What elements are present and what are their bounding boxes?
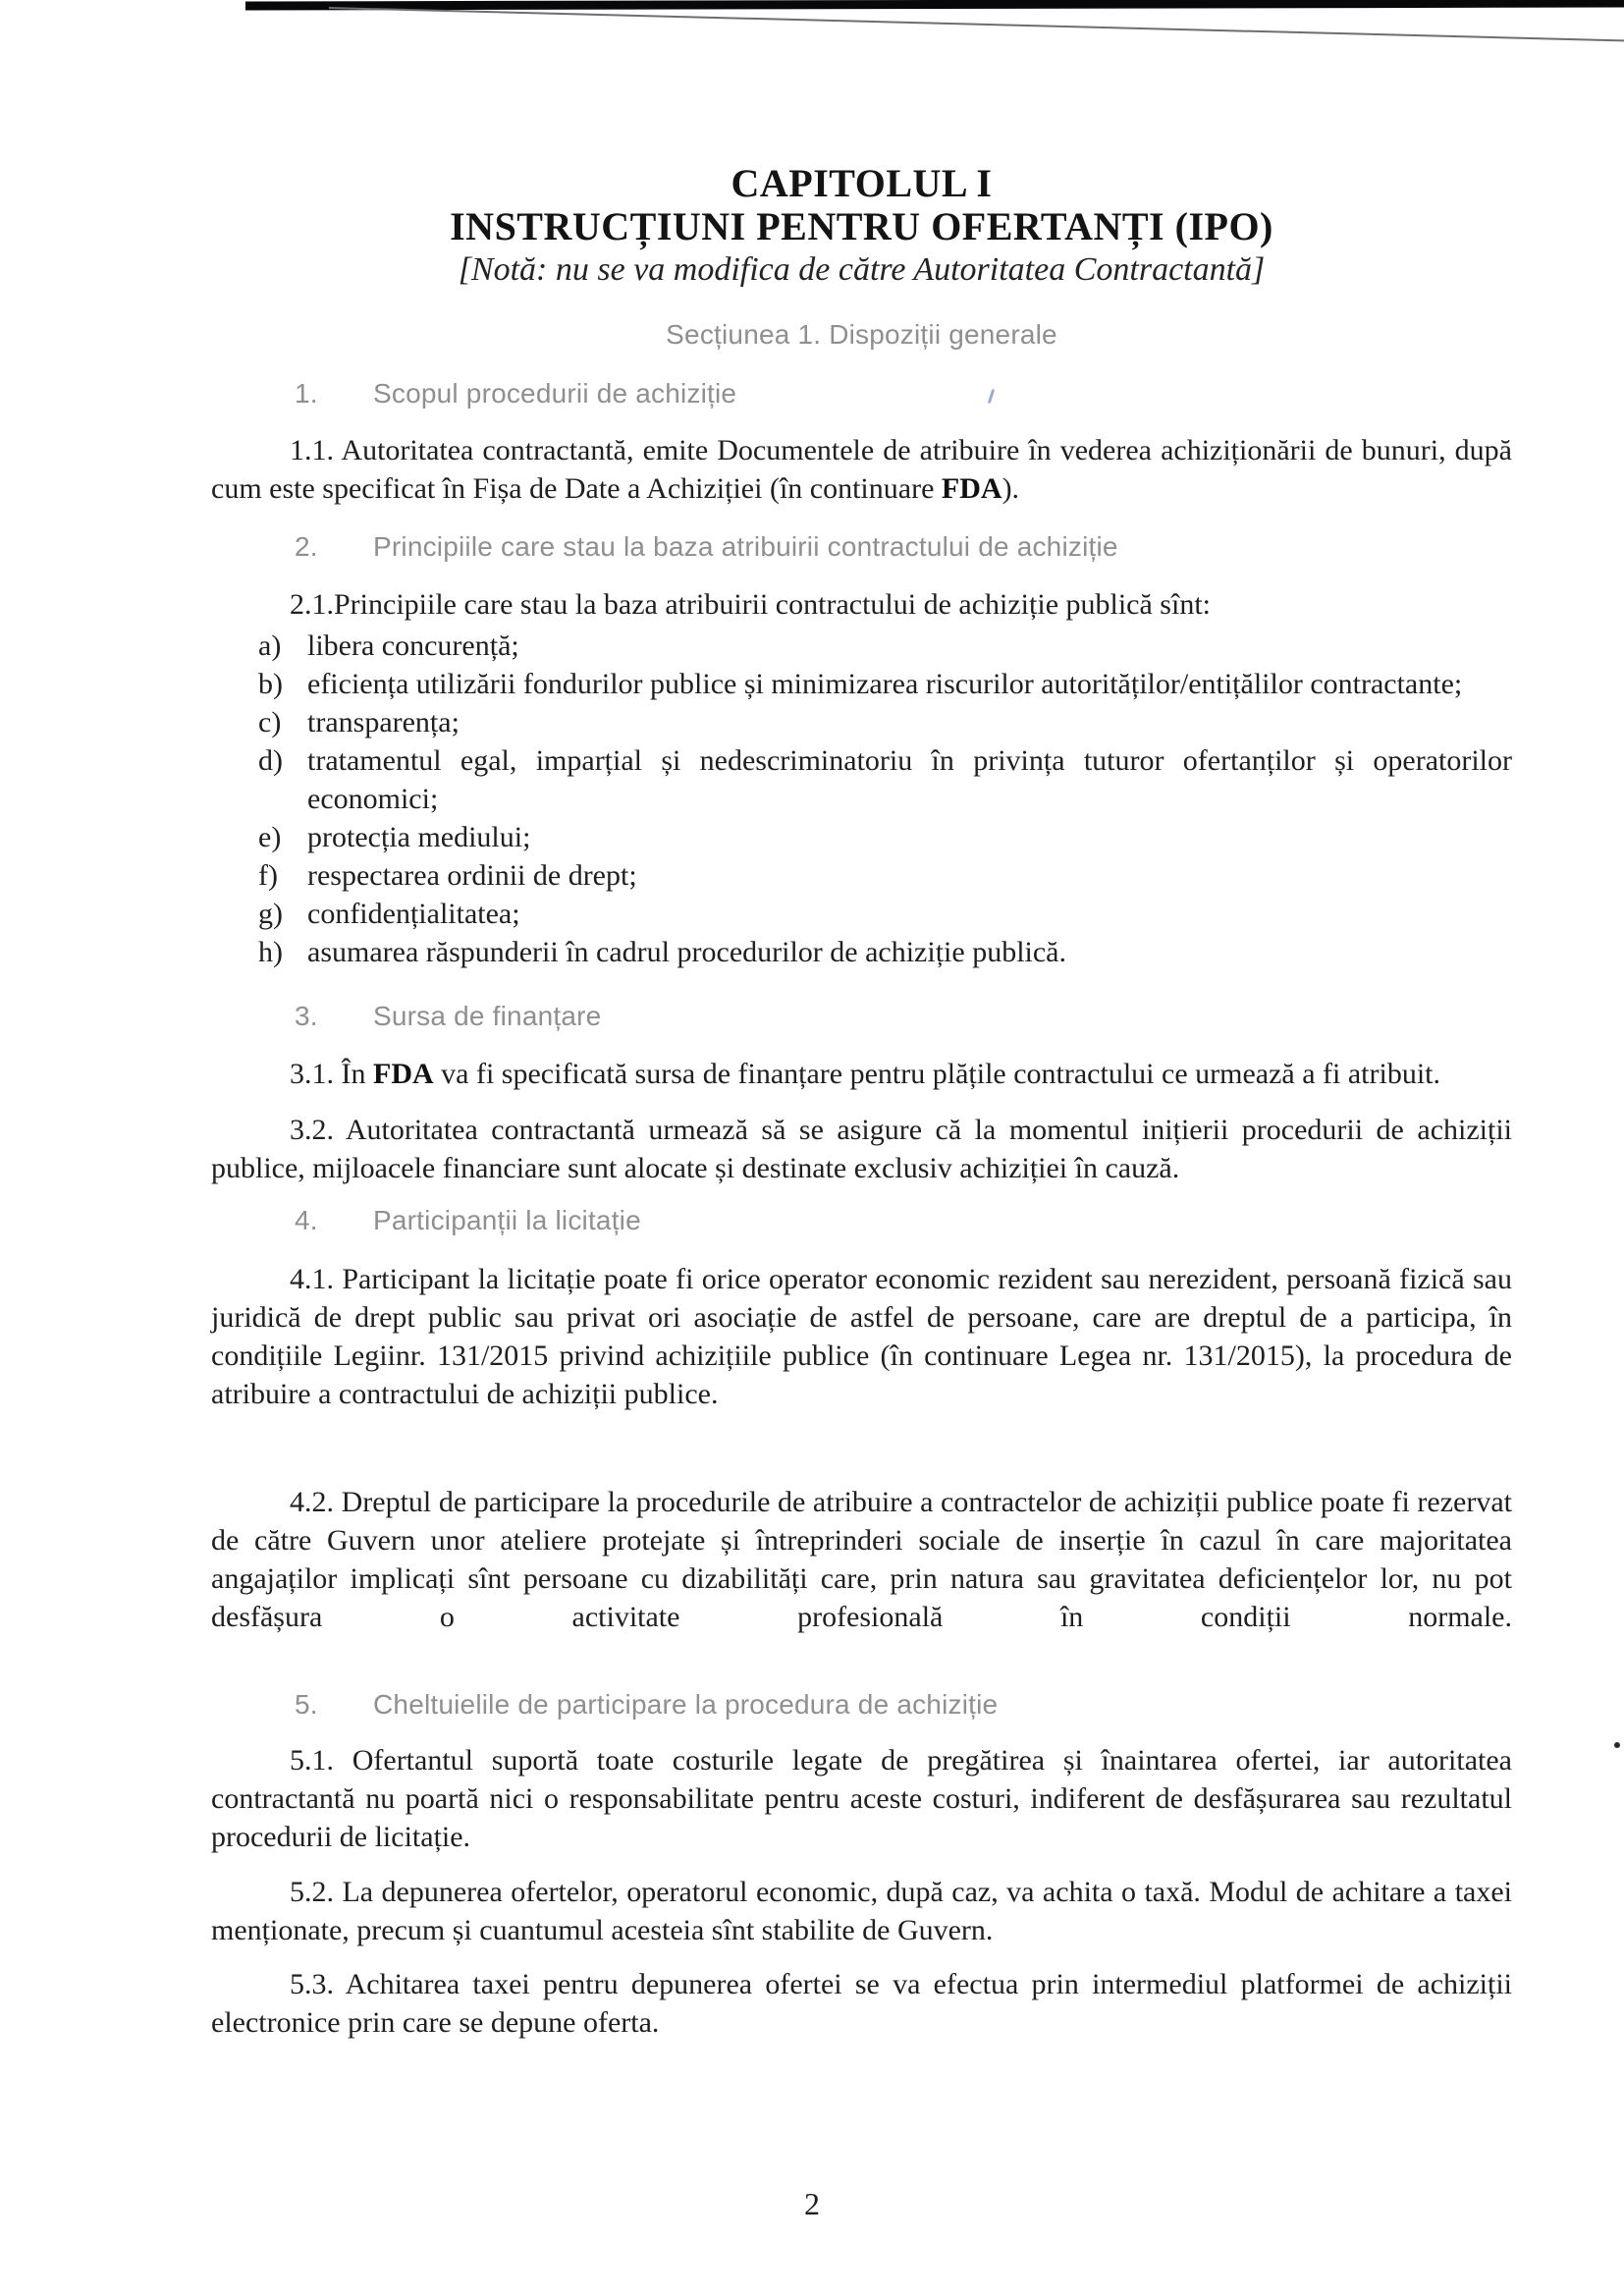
principle-letter-g: g): [258, 898, 283, 930]
note-line: [Notă: nu se va modifica de către Autoritatea Contractantă]: [458, 251, 1266, 288]
numbered-heading-1: [211, 374, 1512, 413]
principle-item-a: [211, 627, 1512, 665]
principle-text-a: libera concurență;: [307, 629, 519, 662]
paragraph-1-1-text: 1.1. Autoritatea contractantă, emite Documentele de atribuire în vederea achiziționării de bunuri, după cum este specificat în Fișa de Date a Achiziției (în continuare: [211, 434, 1512, 505]
paragraph-3-2: 3.2. Autoritatea contractantă urmează să se asigure că la momentul inițierii procedurii de achiziții publice, mijloacele financiare sunt alocate și destinate exclusiv achiziției în cauză.: [211, 1114, 1512, 1184]
heading-2-number: 2.: [295, 531, 318, 562]
paragraph-4-2: 4.2. Dreptul de participare la procedurile de atribuire a contractelor de achiziții publice poate fi rezervat de către Guvern unor ateliere protejate și întreprinderi sociale de inserție în cazul în care majoritatea angajaților implicați sînt persoane cu dizabilități care, prin natura sau gravitatea deficiențelor lor, nu pot desfășura o activitate profesională în condiții normale.: [211, 1486, 1512, 1633]
page-number: 2: [804, 2186, 820, 2221]
principle-text-f: respectarea ordinii de drept;: [307, 859, 637, 892]
paragraph-3-1-tail: va fi specificată sursa de finanțare pentru plățile contractului ce urmează a fi atribuit.: [433, 1058, 1441, 1090]
fda-abbreviation: FDA: [373, 1058, 434, 1090]
principle-item-g: [211, 895, 1512, 933]
paragraph-3-1: [211, 1055, 1512, 1093]
heading-4-label: Participanții la licitație: [373, 1205, 641, 1235]
principle-item-b: [211, 665, 1512, 703]
paragraph-4-1: 4.1. Participant la licitație poate fi orice operator economic rezident sau nerezident, persoană fizică sau juridică de drept public sau privat ori asociație de astfel de persoane, care are dreptul de a participa, în condițiile Legiinr. 131/2015 privind achizițiile publice (în continuare Legea nr. 131/2015), la procedura de atribuire a contractului de achiziții publice.: [211, 1263, 1512, 1410]
paragraph-2-1: 2.1.Principiile care stau la baza atribuirii contractului de achiziție publică sînt:: [290, 588, 1211, 621]
heading-2-label: Principiile care stau la baza atribuirii contractului de achiziție: [373, 531, 1118, 562]
paragraph-5-3: 5.3. Achitarea taxei pentru depunerea ofertei se va efectua prin intermediul platformei de achiziții electronice prin care se depune oferta.: [211, 1968, 1512, 2039]
paragraph-1-1-tail: ).: [1001, 472, 1020, 505]
principle-letter-h: h): [258, 936, 283, 968]
document-content: [211, 162, 1512, 2042]
numbered-heading-2: [211, 527, 1512, 567]
paragraph-3-1-text: 3.1. În: [290, 1058, 373, 1090]
chapter-heading: CAPITOLUL I: [731, 161, 993, 205]
principle-letter-c: c): [258, 706, 282, 738]
principles-list: [211, 627, 1512, 971]
principle-text-b: eficiența utilizării fondurilor publice și minimizarea riscurilor autorităților/entițălilor contractante;: [307, 668, 1463, 700]
ink-speck-dot: [1614, 1742, 1620, 1748]
paragraph-1-1: [211, 431, 1512, 508]
principle-text-g: confidențialitatea;: [307, 898, 520, 930]
heading-5-number: 5.: [295, 1689, 318, 1720]
section-heading: Secțiunea 1. Dispoziții generale: [666, 319, 1057, 350]
principle-letter-e: e): [258, 821, 282, 853]
principle-text-c: transparența;: [307, 706, 460, 738]
scan-edge-artifact: [245, 0, 1624, 10]
fda-abbreviation: FDA: [941, 472, 1002, 505]
paragraph-5-2: 5.2. La depunerea ofertelor, operatorul economic, după caz, va achita o taxă. Modul de achitare a taxei menționate, precum și cuantumul acesteia sînt stabilite de Guvern.: [211, 1876, 1512, 1946]
principle-item-d: [211, 741, 1512, 818]
principle-item-c: [211, 703, 1512, 741]
heading-5-label: Cheltuielile de participare la procedura de achiziție: [373, 1689, 999, 1720]
principle-text-e: protecția mediului;: [307, 821, 531, 853]
principle-item-e: [211, 818, 1512, 856]
heading-3-label: Sursa de finanțare: [373, 1001, 602, 1031]
heading-3-number: 3.: [295, 1001, 318, 1031]
principle-item-f: [211, 856, 1512, 895]
principle-letter-f: f): [258, 859, 278, 892]
numbered-heading-5: [211, 1685, 1512, 1724]
numbered-heading-4: [211, 1201, 1512, 1240]
document-title: INSTRUCȚIUNI PENTRU OFERTANȚI (IPO): [450, 204, 1273, 248]
principle-letter-d: d): [258, 744, 283, 777]
principle-text-h: asumarea răspunderii în cadrul procedurilor de achiziție publică.: [307, 936, 1066, 968]
principle-text-d: tratamentul egal, imparțial și nedescriminatoriu în privința tuturor ofertanților și operatorilor economici;: [307, 744, 1512, 815]
principle-letter-b: b): [258, 668, 283, 700]
principle-letter-a: a): [258, 629, 282, 662]
heading-4-number: 4.: [295, 1205, 318, 1235]
scan-line-artifact: [329, 7, 1624, 42]
heading-1-label: Scopul procedurii de achiziție: [373, 378, 737, 409]
paragraph-5-1: 5.1. Ofertantul suportă toate costurile legate de pregătirea și înaintarea ofertei, iar autoritatea contractantă nu poartă nici o responsabilitate pentru aceste costuri, indiferent de desfășurarea sau rezultatul procedurii de licitație.: [211, 1744, 1512, 1853]
numbered-heading-3: [211, 997, 1512, 1036]
heading-1-number: 1.: [295, 378, 318, 409]
principle-item-h: [211, 933, 1512, 971]
